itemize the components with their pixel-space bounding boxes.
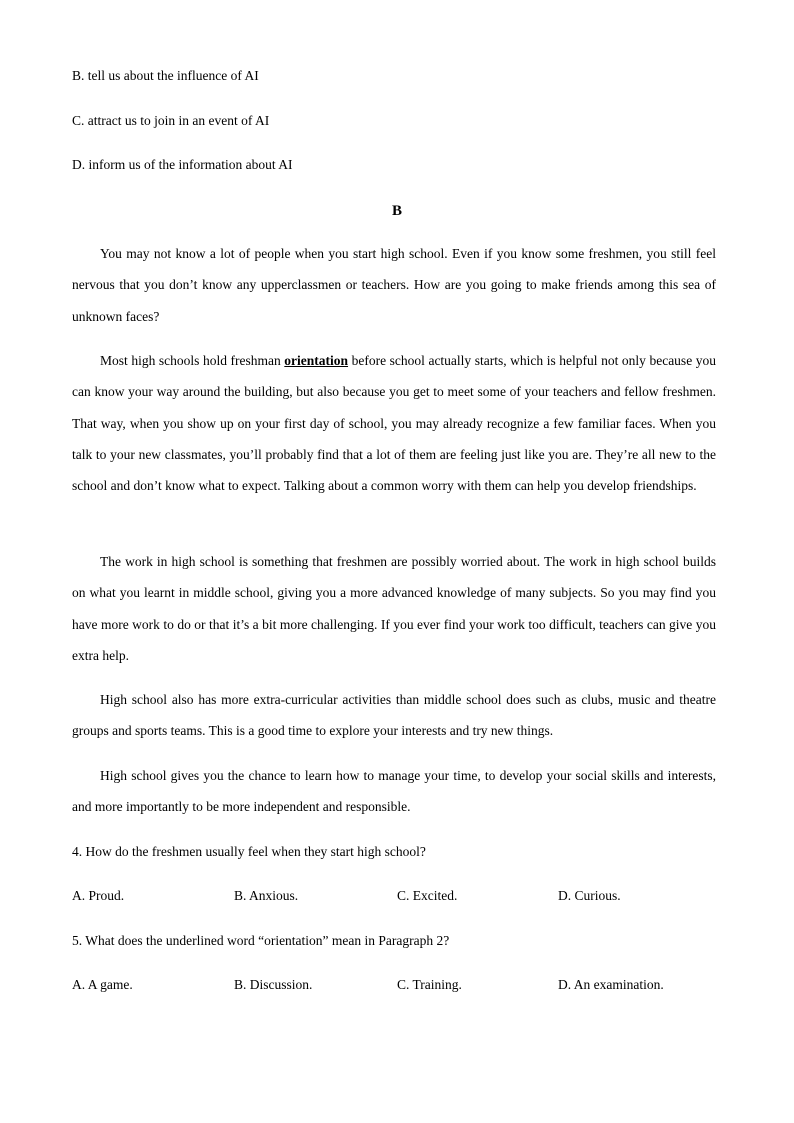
question-4-option-d: D. Curious. (558, 888, 621, 903)
previous-option-c (72, 112, 269, 130)
option-text: attract us to join in an event of AI (87, 113, 270, 128)
question-4-option-a: A. Proud. (72, 888, 125, 903)
question-4-stem: 4. How do the freshmen usually feel when they start high school? (72, 844, 426, 859)
option-letter: C. (72, 113, 85, 128)
option-letter: D. (72, 157, 86, 172)
passage-paragraph-1: You may not know a lot of people when you start high school. Even if you know some freshmen, you still feel nervous that you don’t know any upperclassmen or teachers. How are you going to make friends among this sea of unknown faces? (72, 246, 716, 324)
option-text: inform us of the information about AI (88, 157, 293, 172)
section-title: B (391, 203, 402, 219)
passage-paragraph-3: The work in high school is something that freshmen are possibly worried about. The work in high school builds on what you learnt in middle school, giving you a more advanced knowledge of many subjects. So you may find you have more work to do or that it’s a bit more challenging. If you ever find your work too difficult, teachers can give you extra help. (72, 554, 716, 663)
question-5-stem: 5. What does the underlined word “orientation” mean in Paragraph 2? (72, 933, 450, 948)
question-4-option-b: B. Anxious. (234, 888, 299, 903)
question-5-option-a: A. A game. (72, 977, 133, 992)
question-5-option-b: B. Discussion. (234, 977, 313, 992)
passage-paragraph-2 (72, 345, 716, 501)
question-5-option-c: C. Training. (397, 977, 462, 992)
option-letter: B. (72, 68, 85, 83)
paragraph-text: before school actually starts, which is helpful not only because you can know your way around the building, but also because you get to meet some of your teachers and fellow freshmen. That way, when you show up on your first day of school, you may already recognize a few familiar faces. When you talk to your new classmates, you’ll probably find that a lot of them are feeling just like you are. They’re all new to the school and don’t know what to expect. Talking about a common worry with them can help you develop friendships. (72, 353, 716, 494)
previous-option-d (72, 156, 292, 174)
underlined-word: orientation (284, 353, 349, 368)
option-text: tell us about the influence of AI (87, 68, 259, 83)
passage-paragraph-4: High school also has more extra-curricular activities than middle school does such as clubs, music and theatre groups and sports teams. This is a good time to explore your interests and try new things. (72, 692, 716, 739)
paragraph-text: Most high schools hold freshman (100, 353, 285, 368)
question-5-option-d: D. An examination. (558, 977, 664, 992)
passage-paragraph-5: High school gives you the chance to learn how to manage your time, to develop your social skills and interests, and more importantly to be more independent and responsible. (72, 768, 716, 815)
question-4-option-c: C. Excited. (397, 888, 458, 903)
previous-option-b (72, 67, 259, 85)
